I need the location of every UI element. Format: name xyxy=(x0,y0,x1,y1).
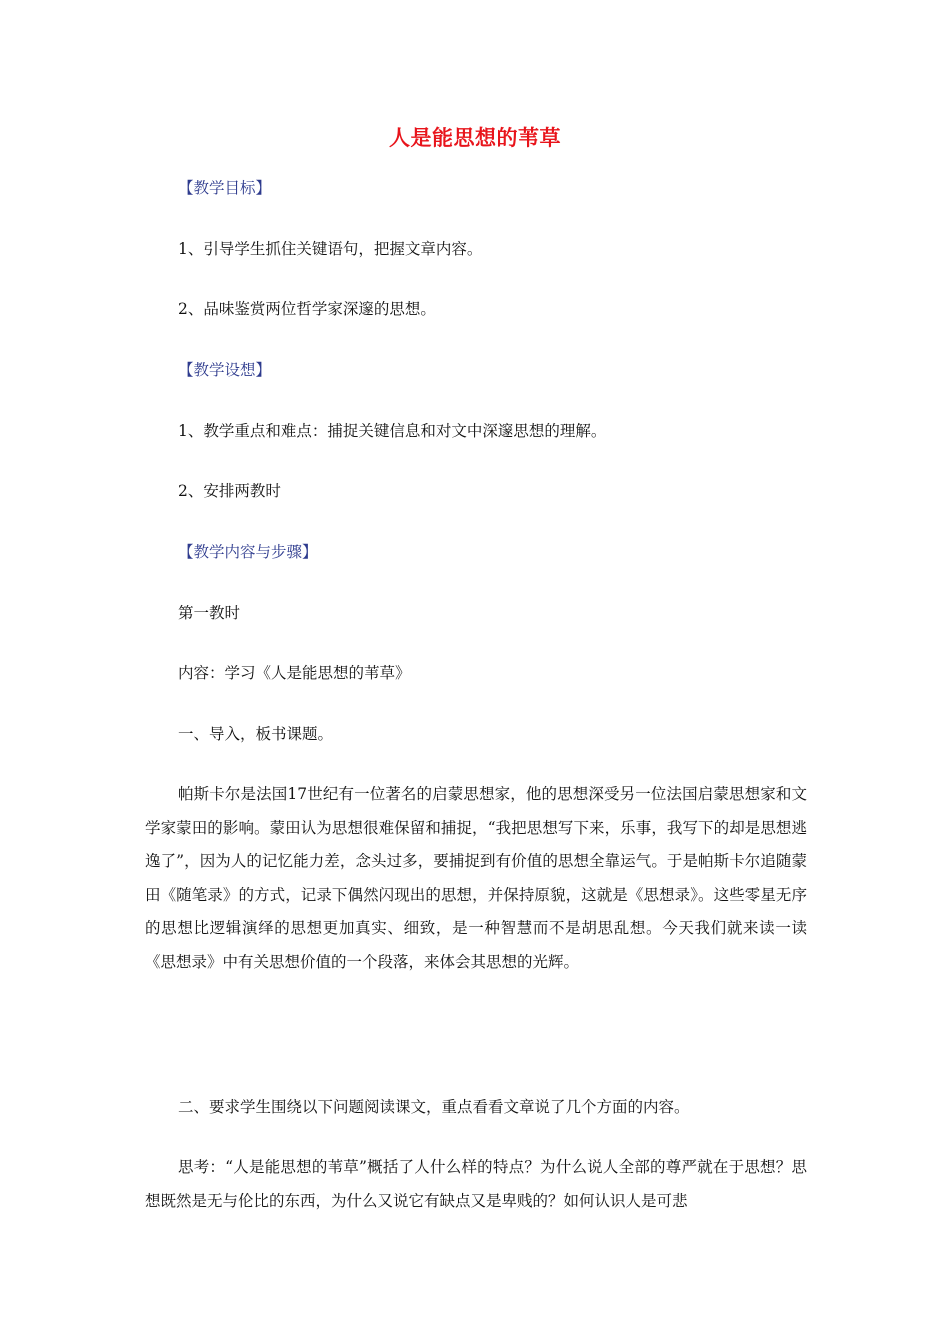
step-1: 一、导入，板书课题。 xyxy=(178,725,334,743)
section-heading-content: 【教学内容与步骤】 xyxy=(178,543,318,561)
content-line: 内容：学习《人是能思想的苇草》 xyxy=(178,664,411,682)
goal-item-2: 2、品味鉴赏两位哲学家深邃的思想。 xyxy=(178,300,436,318)
design-item-2: 2、安排两教时 xyxy=(178,482,281,500)
document-title: 人是能思想的苇草 xyxy=(389,126,561,150)
design-item-1: 1、教学重点和难点：捕捉关键信息和对文中深邃思想的理解。 xyxy=(178,422,607,440)
lesson-label: 第一教时 xyxy=(178,604,241,622)
step-2: 二、要求学生围绕以下问题阅读课文，重点看看文章说了几个方面的内容。 xyxy=(178,1098,690,1116)
intro-paragraph: 帕斯卡尔是法国17世纪有一位著名的启蒙思想家，他的思想深受另一位法国启蒙思想家和文学家蒙田的影响。蒙田认为思想很难保留和捕捉，“我把思想写下来，乐事，我写下的却是思想逃逸了”，因为人的记忆能力差，念头过多，要捕捉到有价值的思想全靠运气。于是帕斯卡尔追随蒙田《随笔录》的方式，记录下偶然闪现出的思想，并保持原貌，这就是《思想录》。这些零星无序的思想比逻辑演绎的思想更加真实、细致，是一种智慧而不是胡思乱想。今天我们就来读一读《思想录》中有关思想价值的一个段落，来体会其思想的光辉。 xyxy=(145,785,807,971)
goal-item-1: 1、引导学生抓住关键语句，把握文章内容。 xyxy=(178,240,483,258)
think-paragraph: 思考：“人是能思想的苇草”概括了人什么样的特点？为什么说人全部的尊严就在于思想？思想既然是无与伦比的东西，为什么又说它有缺点又是卑贱的？如何认识人是可悲 xyxy=(145,1158,807,1210)
section-heading-design: 【教学设想】 xyxy=(178,361,272,379)
section-heading-goals: 【教学目标】 xyxy=(178,179,272,197)
